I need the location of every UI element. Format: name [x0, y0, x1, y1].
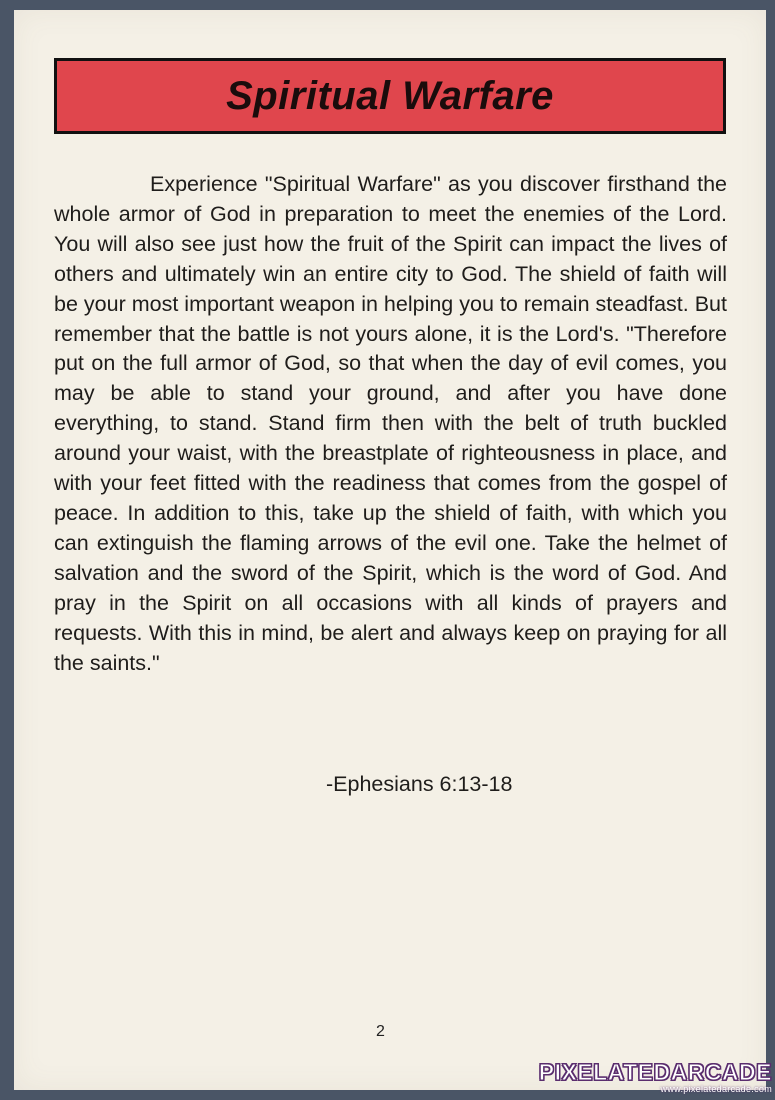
- title-banner: [54, 58, 726, 134]
- watermark: [539, 1060, 772, 1094]
- page-number: 2: [376, 1023, 385, 1040]
- watermark-logo-text: PIXELATEDARCADE: [538, 1059, 772, 1085]
- body-paragraph: Experience "Spiritual Warfare" as you discover firsthand the whole armor of God in preparation to meet the enemies of the Lord. You will also see just how the fruit of the Spirit can impact the lives of others and ultimately win an entire city to God. The shield of faith will be your most important weapon in helping you to remain steadfast. But remember that the battle is not yours alone, it is the Lord's. "Therefore put on the full armor of God, so that when the day of evil comes, you may be able to stand your ground, and after you have done everything, to stand. Stand firm then with the belt of truth buckled around your waist, with the breastplate of righteousness in place, and with your feet fitted with the readiness that comes from the gospel of peace. In addition to this, take up the shield of faith, with which you can extinguish the flaming arrows of the evil one. Take the helmet of salvation and the sword of the Spirit, which is the word of God. And pray in the Spirit on all occasions with all kinds of prayers and requests. With this in mind, be alert and always keep on praying for all the saints.": [54, 172, 727, 675]
- page-title: Spiritual Warfare: [226, 73, 554, 118]
- watermark-url: www.pixelatedarcade.com: [660, 1084, 772, 1094]
- page-sheet: [14, 10, 766, 1090]
- scripture-citation: -Ephesians 6:13-18: [326, 772, 513, 796]
